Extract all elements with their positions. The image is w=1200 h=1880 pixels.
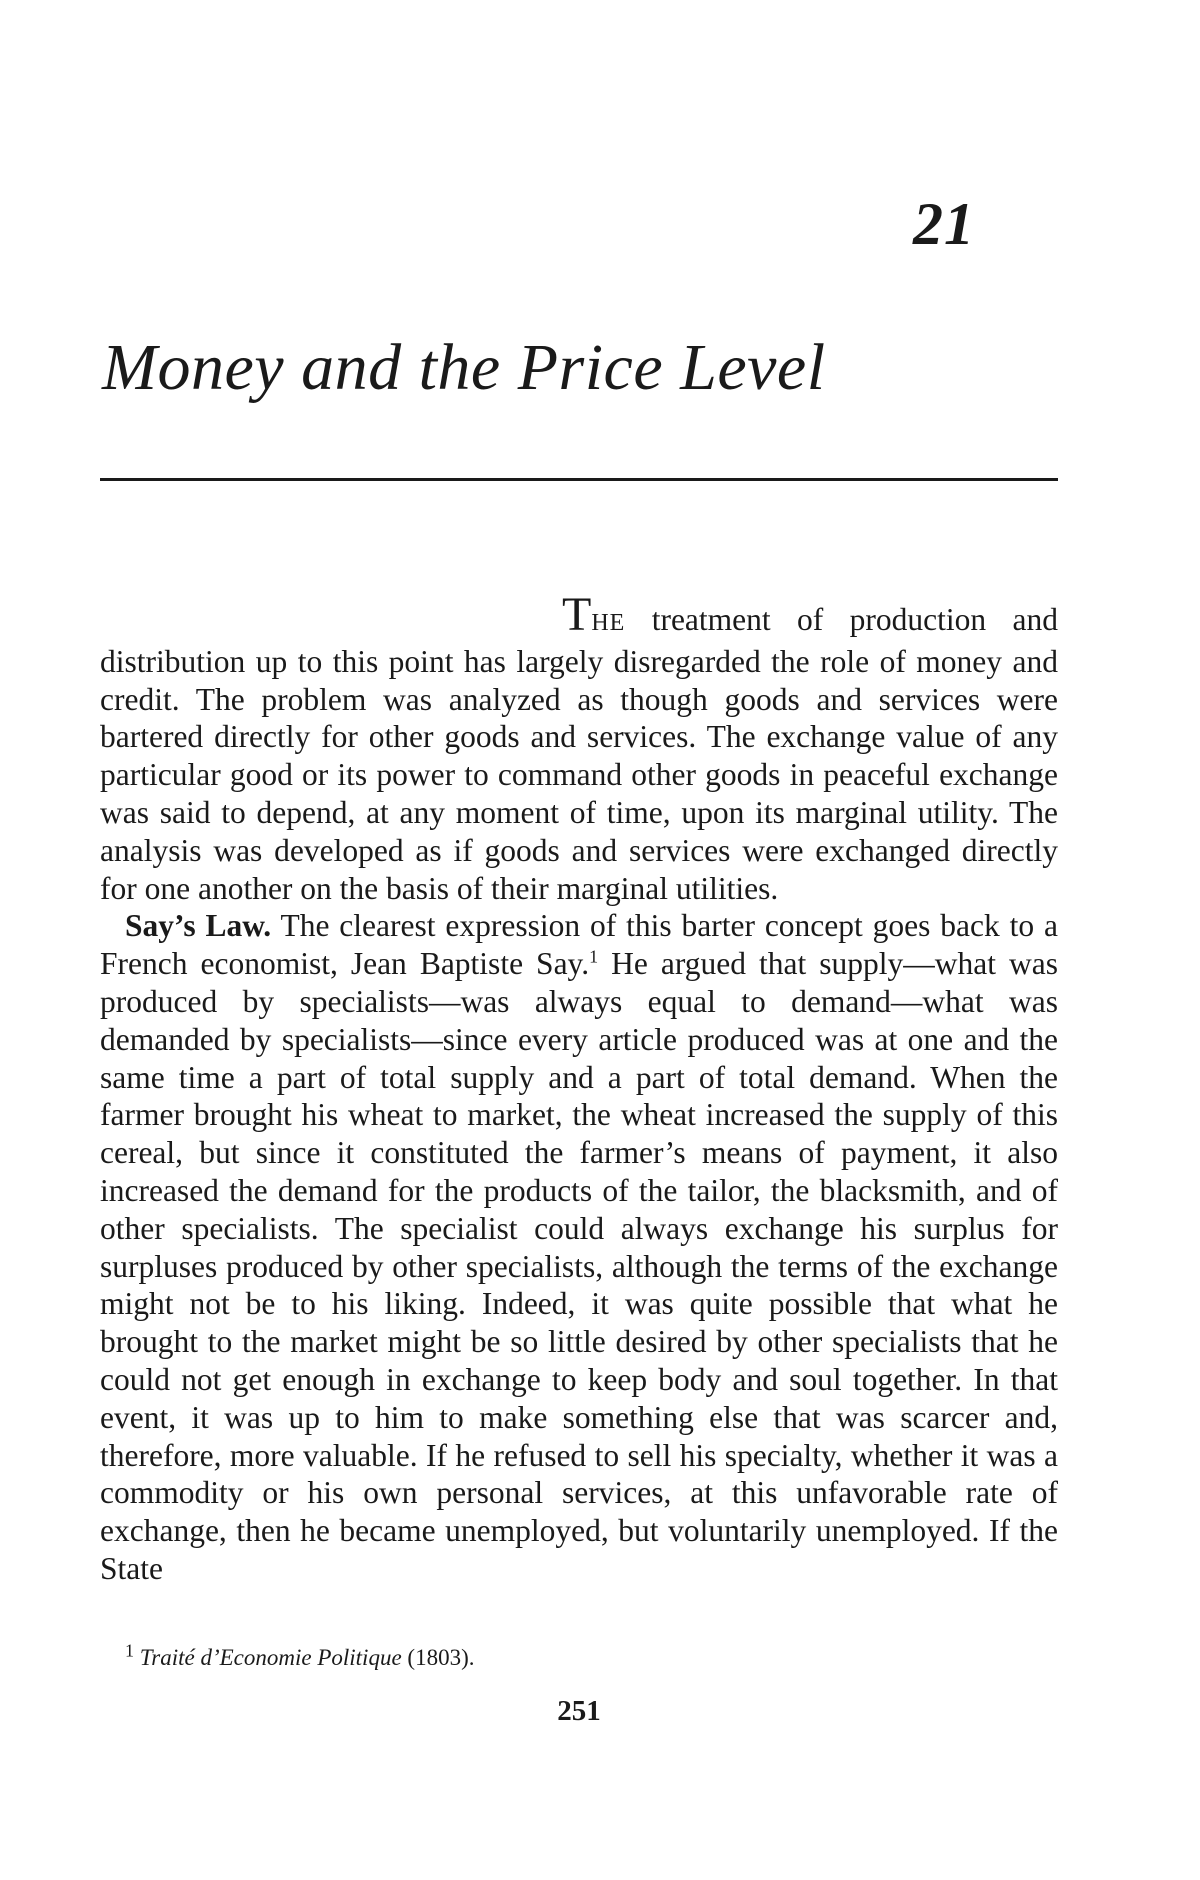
- section-heading-says-law: Say’s Law.: [125, 908, 272, 944]
- chapter-number: 21: [913, 191, 975, 257]
- footnote-marker: 1: [125, 1640, 134, 1661]
- footnote: [125, 1640, 475, 1671]
- opening-paragraph: [100, 588, 1058, 907]
- opening-paragraph-text: treatment of production and distribution up to this point has largely disregarded the role of money and credit. The problem was analyzed as though goods and services were bartered directly for other goods and services. The exchange value of any particular good or its power to command other goods in peaceful exchange was said to depend, at any moment of time, upon its marginal utility. The analysis was developed as if goods and services were exchanged directly for one another on the basis of their marginal utilities.: [100, 602, 1058, 906]
- says-law-text-a: The clearest expression of this barter concept goes back to a French economist, Jean Baptiste Say.: [100, 908, 1058, 982]
- says-law-paragraph: [100, 907, 1058, 1587]
- says-law-text-b: He argued that supply—what was produced by specialists—was always equal to demand—what was demanded by specialists—since every article produced was at one and the same time a part of total supply and a part of total demand. When the farmer brought his wheat to market, the wheat increased the supply of this cereal, but since it constituted the farmer’s means of payment, it also increased the demand for the products of the tailor, the blacksmith, and of other specialists. The specialist could always exchange his surplus for surpluses produced by other specialists, although the terms of the exchange might not be to his liking. Indeed, it was quite possible that what he brought to the market might be so little desired by other specialists that he could not get enough in exchange to keep body and soul together. In that event, it was up to him to make something else that was scarcer and, therefore, more valuable. If he refused to sell his specialty, whether it was a commodity or his own personal services, at this unfavorable rate of exchange, then he became unemployed, but voluntarily unemployed. If the State: [100, 946, 1059, 1586]
- footnote-reference: 1: [589, 946, 599, 967]
- page-number: 251: [557, 1695, 601, 1727]
- drop-cap: T: [562, 588, 592, 641]
- small-caps-lead: HE: [591, 610, 626, 636]
- footnote-work-title: Traité d’Economie Politique: [139, 1645, 402, 1670]
- title-rule: [100, 478, 1058, 481]
- body-text: [100, 588, 1059, 1588]
- chapter-title: Money and the Price Level: [102, 331, 826, 404]
- footnote-year: (1803).: [401, 1645, 475, 1670]
